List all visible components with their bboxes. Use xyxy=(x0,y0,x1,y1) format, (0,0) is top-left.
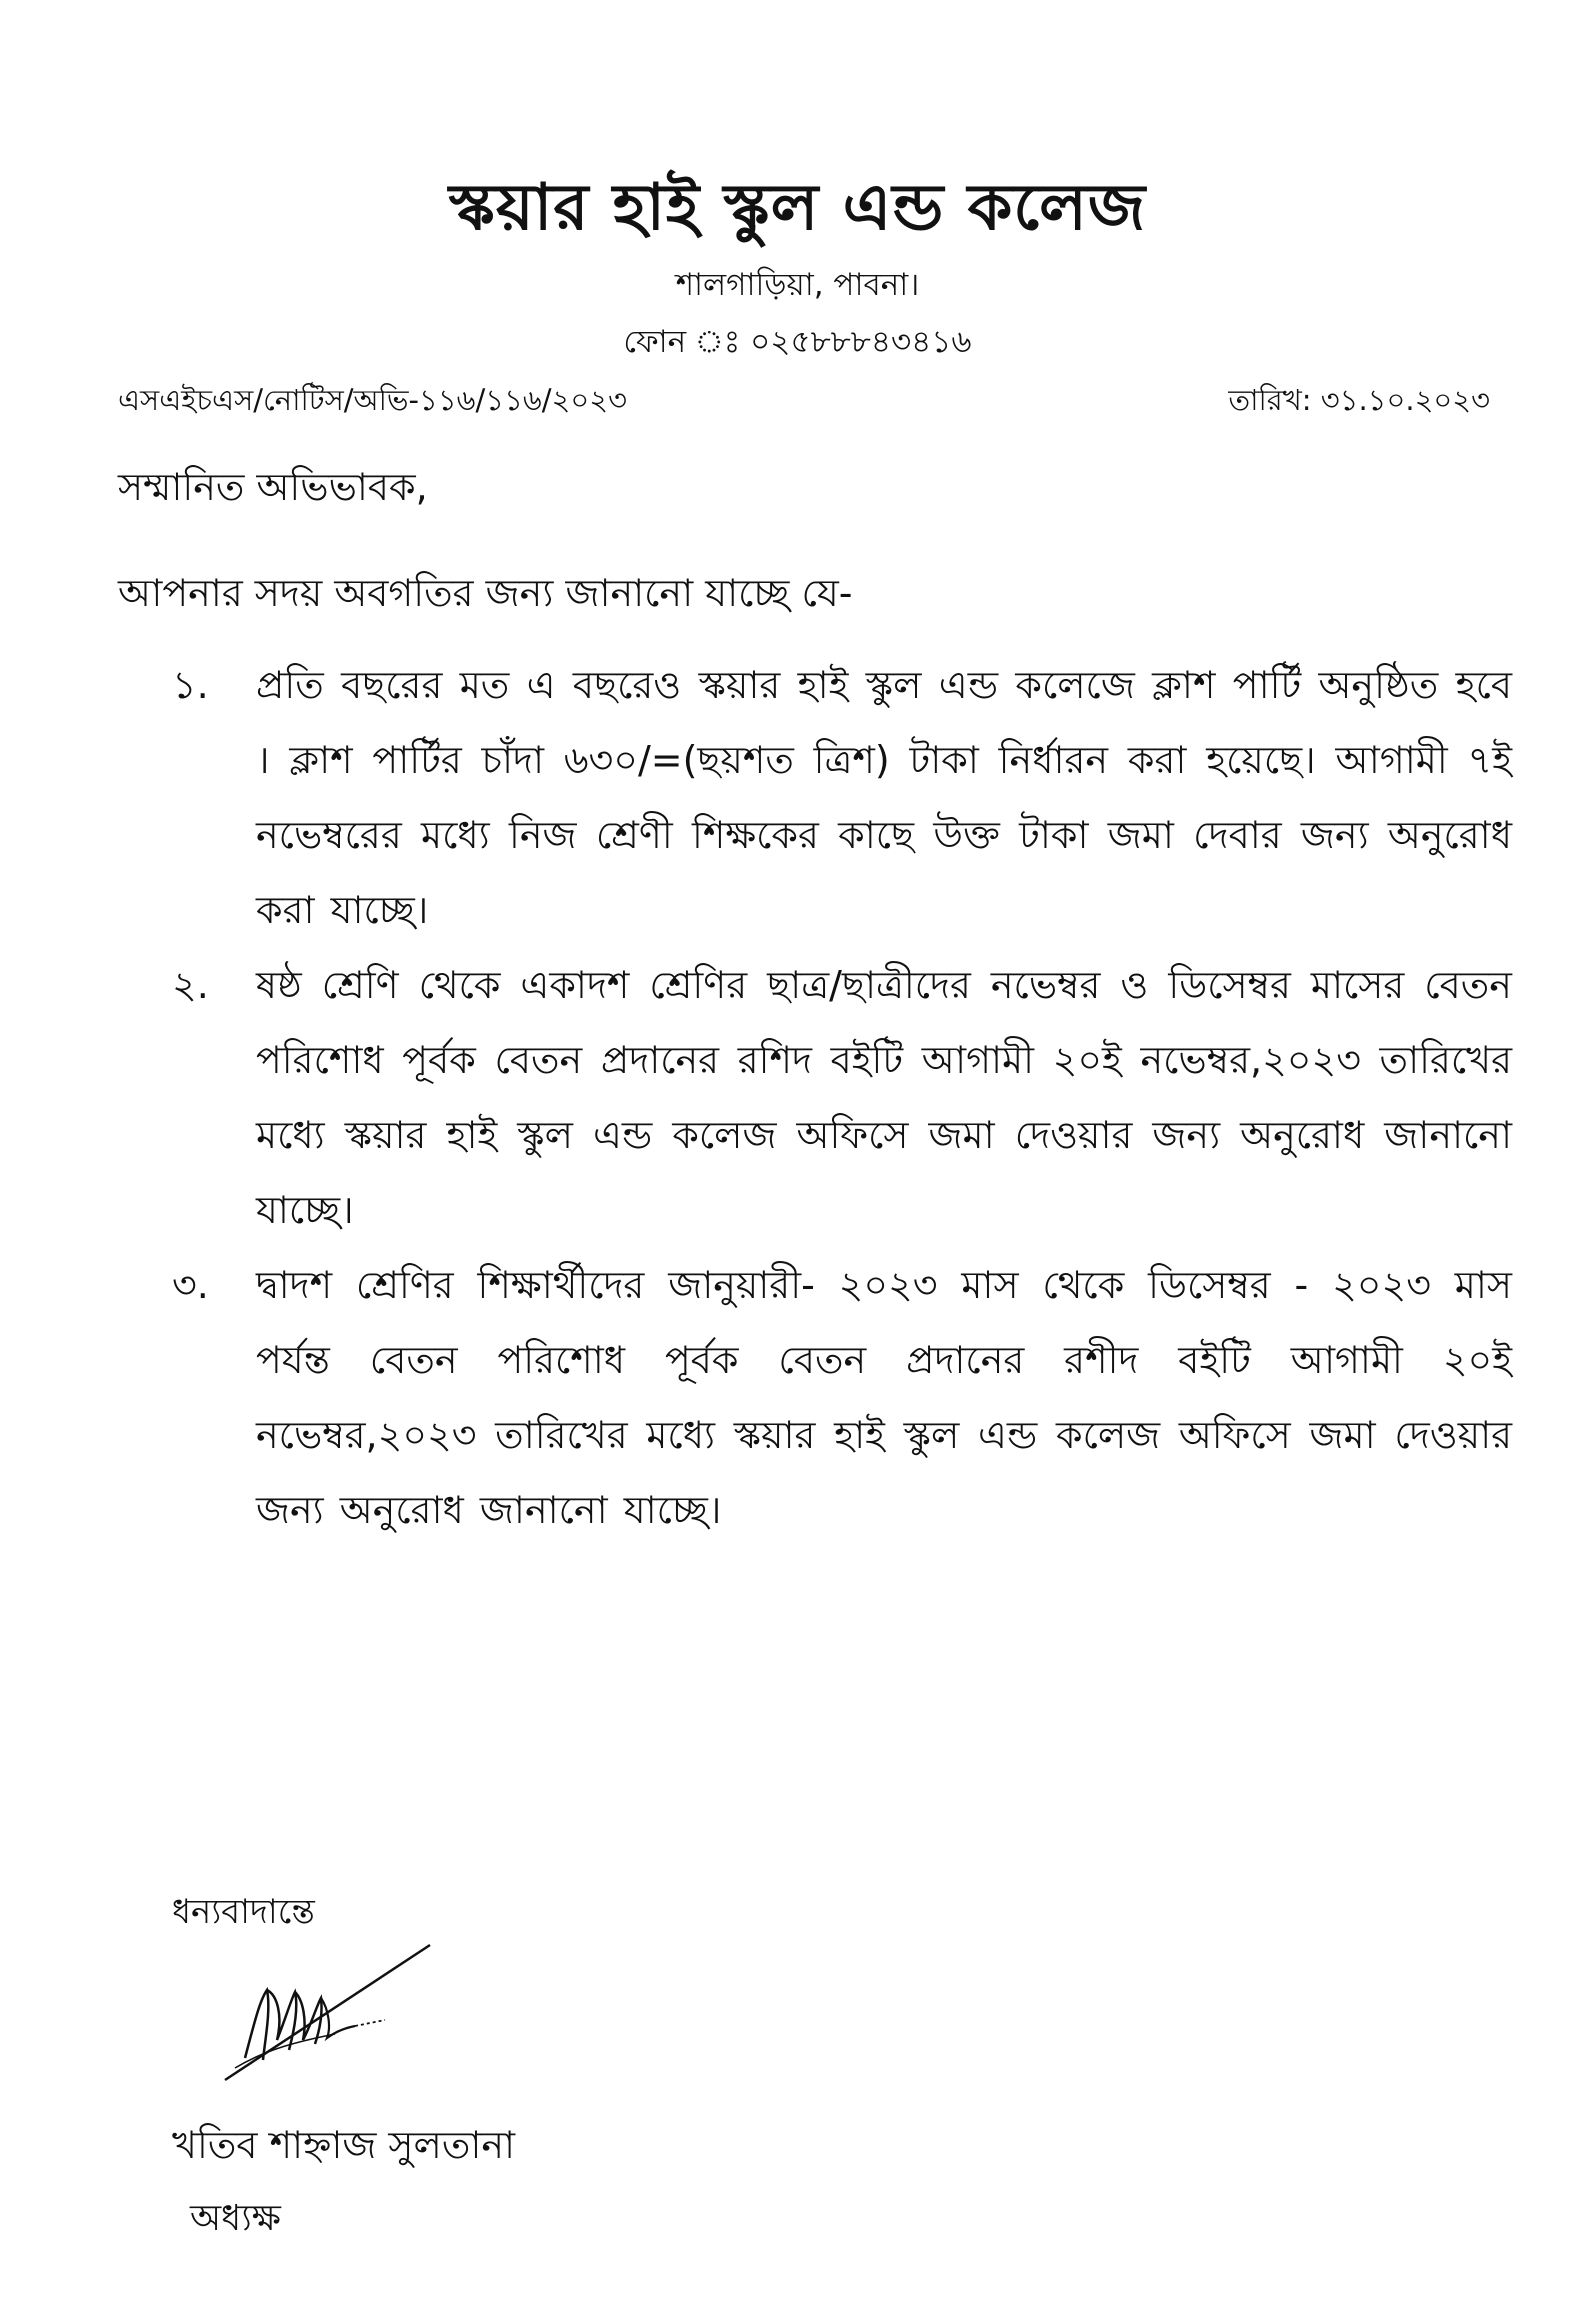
list-item xyxy=(172,1248,1512,1548)
list-item xyxy=(172,648,1512,948)
list-item xyxy=(172,948,1512,1248)
notice-date: তারিখ: ৩১.১০.২০২৩ xyxy=(1228,383,1490,417)
item-text: দ্বাদশ শ্রেণির শিক্ষার্থীদের জানুয়ারী- ২০২৩ মাস থেকে ডিসেম্বর - ২০২৩ মাস পর্যন্ত বেতন পরিশোধ পূর্বক বেতন প্রদানের রশীদ বইটি আগামী ২০ই নভেম্বর,২০২৩ তারিখের মধ্যে স্কয়ার হাই স্কুল এন্ড কলেজ অফিসে জমা দেওয়ার জন্য অনুরোধ জানানো যাচ্ছে। xyxy=(256,1263,1512,1532)
salutation: সম্মানিত অভিভাবক, xyxy=(118,465,428,509)
notice-items xyxy=(172,648,1512,1548)
item-text: প্রতি বছরের মত এ বছরেও স্কয়ার হাই স্কুল এন্ড কলেজে ক্লাশ পার্টি অনুষ্ঠিত হবে । ক্লাশ পার্টির চাঁদা ৬৩০/=(ছয়শত ত্রিশ) টাকা নির্ধারন করা হয়েছে। আগামী ৭ই নভেম্বরের মধ্যে নিজ শ্রেণী শিক্ষকের কাছে উক্ত টাকা জমা দেবার জন্য অনুরোধ করা যাচ্ছে। xyxy=(256,663,1512,932)
item-number: ২. xyxy=(172,963,209,1007)
reference-row xyxy=(118,378,1490,422)
handwritten-signature xyxy=(205,1940,435,2090)
item-text: ষষ্ঠ শ্রেণি থেকে একাদশ শ্রেণির ছাত্র/ছাত্রীদের নভেম্বর ও ডিসেম্বর মাসের বেতন পরিশোধ পূর্বক বেতন প্রদানের রশিদ বইটি আগামী ২০ই নভেম্বর,২০২৩ তারিখের মধ্যে স্কয়ার হাই স্কুল এন্ড কলেজ অফিসে জমা দেওয়ার জন্য অনুরোধ জানানো যাচ্ছে। xyxy=(256,963,1512,1232)
intro-text: আপনার সদয় অবগতির জন্য জানানো যাচ্ছে যে- xyxy=(118,571,853,615)
signer-name: খতিব শাহ্নাজ সুলতানা xyxy=(172,2123,516,2167)
reference-number: এসএইচএস/নোটিস/অভি-১১৬/১১৬/২০২৩ xyxy=(118,383,627,417)
institution-name: স্কয়ার হাই স্কুল এন্ড কলেজ xyxy=(448,171,1147,245)
item-number: ৩. xyxy=(172,1263,209,1307)
institution-address: শালগাড়িয়া, পাবনা। xyxy=(675,267,920,303)
closing-text: ধন্যবাদান্তে xyxy=(172,1892,315,1932)
signer-title: অধ্যক্ষ xyxy=(190,2198,281,2239)
item-number: ১. xyxy=(172,663,209,707)
institution-phone: ফোন ঃ ০২৫৮৮৮৪৩৪১৬ xyxy=(623,324,972,360)
